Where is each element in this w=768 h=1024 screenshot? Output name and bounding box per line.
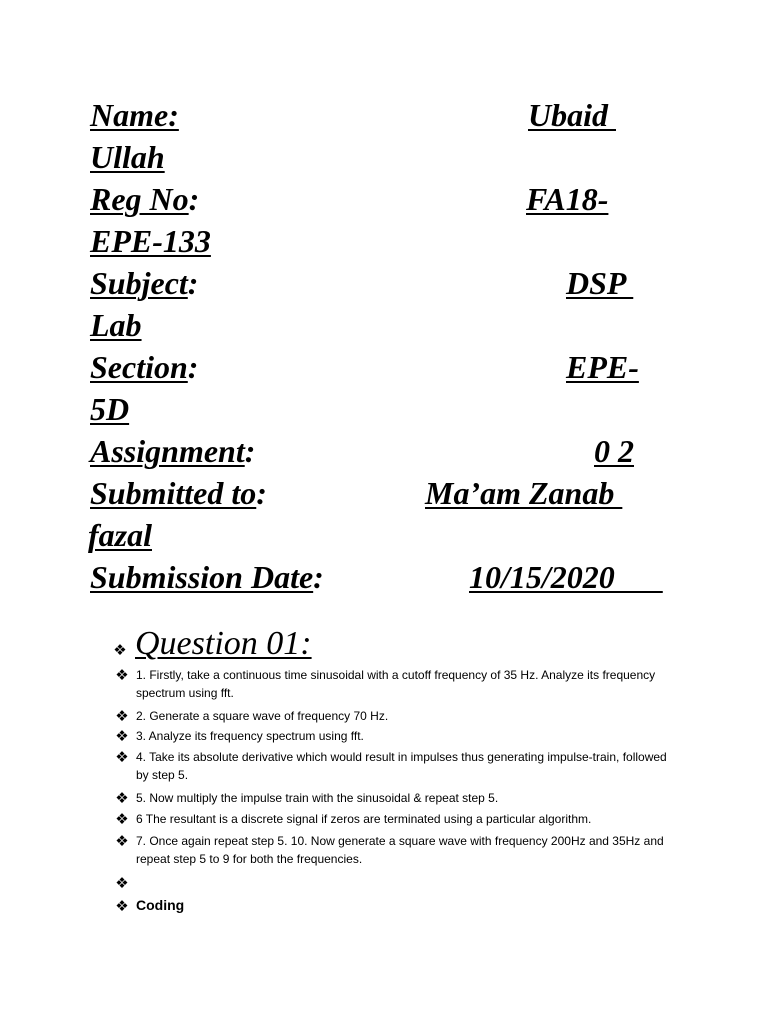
list-item: 3. Analyze its frequency spectrum using fft. (136, 729, 364, 743)
submitted-to-value: Ma’am Zanab (425, 475, 623, 511)
list-item: 1. Firstly, take a continuous time sinusoidal with a cutoff frequency of 35 Hz. Analyze its frequency spectrum using fft. (136, 668, 656, 700)
assignment-label: Assignment (90, 433, 245, 469)
diamond-bullet-icon: ❖ (115, 666, 129, 684)
question-title: Question 01: (135, 625, 312, 662)
submitted-to-value-continued: fazal (88, 517, 152, 553)
reg-no-value: FA18- (526, 181, 609, 217)
submitted-to-row (90, 472, 267, 514)
section-value-continued: 5D (90, 391, 130, 427)
reg-no-label: Reg No (90, 181, 189, 217)
section-value: EPE- (566, 349, 639, 385)
coding-heading: Coding (136, 897, 185, 913)
assignment-colon: : (244, 433, 256, 469)
list-item: 2. Generate a square wave of frequency 70 Hz. (136, 709, 389, 723)
submitted-to-colon: : (256, 475, 267, 511)
diamond-bullet-icon: ❖ (115, 874, 129, 892)
section-label: Section (90, 349, 188, 385)
name-label: Name: (90, 97, 179, 133)
section-row (90, 346, 198, 388)
diamond-bullet-icon: ❖ (115, 789, 129, 807)
name-value: Ubaid (528, 97, 616, 133)
diamond-bullet-icon: ❖ (115, 727, 129, 745)
submission-date-row (90, 556, 324, 598)
list-item: 4. Take its absolute derivative which would result in impulses thus generating impulse-train, followed by step 5. (136, 750, 667, 782)
diamond-bullet-icon: ❖ (113, 641, 127, 659)
subject-label: Subject (90, 265, 188, 301)
subject-colon: : (187, 265, 199, 301)
submission-date-colon: : (313, 559, 324, 595)
submission-date-value: 10/15/2020 (469, 559, 663, 595)
submitted-to-label: Submitted to (90, 475, 257, 511)
subject-value-continued: Lab (90, 307, 142, 343)
diamond-bullet-icon: ❖ (115, 810, 129, 828)
diamond-bullet-icon: ❖ (115, 897, 129, 915)
reg-no-row (90, 178, 199, 220)
list-item: 6 The resultant is a discrete signal if zeros are terminated using a particular algorithm. (136, 812, 592, 826)
section-colon: : (187, 349, 199, 385)
diamond-bullet-icon: ❖ (115, 707, 129, 725)
reg-no-colon: : (188, 181, 200, 217)
list-item: 7. Once again repeat step 5. 10. Now generate a square wave with frequency 200Hz and 35Hz and repeat step 5 to 9 for both the frequencies. (136, 834, 664, 866)
name-value-continued: Ullah (90, 139, 165, 175)
reg-no-value-continued: EPE-133 (90, 223, 211, 259)
subject-value: DSP (566, 265, 634, 301)
assignment-row (90, 430, 255, 472)
submission-date-label: Submission Date (90, 559, 314, 595)
assignment-value: 0 2 (594, 433, 634, 469)
subject-row (90, 262, 198, 304)
list-item: 5. Now multiply the impulse train with the sinusoidal & repeat step 5. (136, 791, 499, 805)
diamond-bullet-icon: ❖ (115, 748, 129, 766)
diamond-bullet-icon: ❖ (115, 832, 129, 850)
